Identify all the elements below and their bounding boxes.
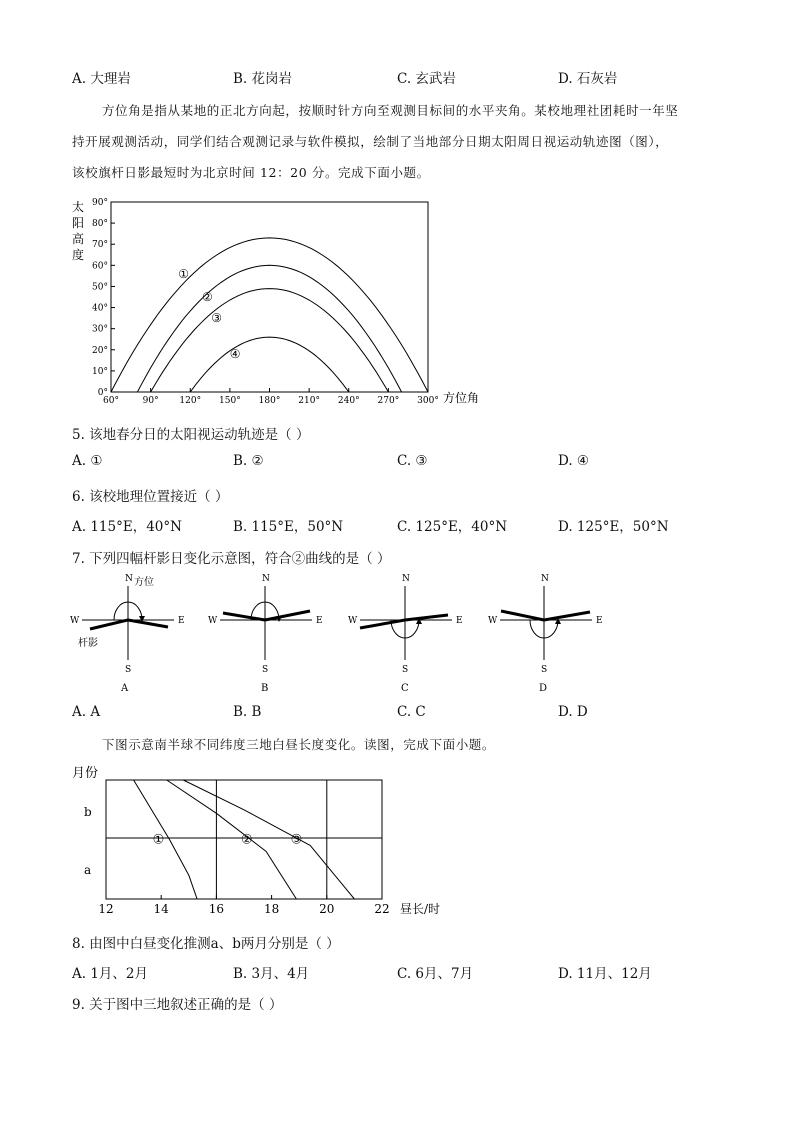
- ylabel-char-1: 太: [72, 200, 85, 214]
- month-b: b: [84, 805, 92, 819]
- svg-text:B: B: [261, 683, 269, 694]
- x-tick-label: 270°: [377, 396, 400, 406]
- day-length-curve-3: [183, 780, 354, 899]
- svg-text:N: N: [262, 574, 270, 584]
- q8-option-c: C. 6月、7月: [397, 966, 474, 982]
- x-tick-label: 12: [98, 902, 114, 916]
- day-length-chart: [60, 758, 480, 920]
- y-tick-label: 90°: [92, 198, 108, 208]
- sun-path-curve-4: [190, 337, 348, 392]
- y-tick-label: 0°: [97, 388, 108, 398]
- x-tick-label: 18: [263, 902, 280, 916]
- intro2: 下图示意南半球不同纬度三地白昼长度变化。读图，完成下面小题。: [102, 737, 496, 752]
- q7-stem: 7. 下列四幅杆影日变化示意图，符合②曲线的是（ ）: [72, 551, 391, 567]
- chart2-xlabel: 昼长/时: [400, 902, 441, 916]
- sun-path-curve-3: [151, 289, 389, 392]
- x-tick-label: 16: [208, 902, 225, 916]
- svg-text:A: A: [121, 683, 129, 694]
- svg-text:E: E: [596, 616, 603, 626]
- intro1-line3: 该校旗杆日影最短时为北京时间 12：20 分。完成下面小题。: [72, 165, 430, 180]
- shadow-diagrams: [60, 568, 620, 698]
- x-tick-label: 20: [319, 902, 335, 916]
- q6-option-d: D. 125°E，50°N: [558, 519, 669, 535]
- q6-option-b: B. 115°E，50°N: [233, 519, 344, 535]
- q8-stem: 8. 由图中白昼变化推测a、b两月分别是（ ）: [72, 936, 340, 952]
- svg-text:W: W: [348, 616, 358, 626]
- q4-option-b: B. 花岗岩: [233, 71, 293, 87]
- ylabel-char-3: 高: [72, 232, 85, 246]
- day-length-curve-2: [167, 780, 297, 899]
- y-tick-label: 30°: [92, 324, 108, 335]
- q4-option-a: A. 大理岩: [72, 71, 131, 87]
- q5-option-c: C. ③: [397, 453, 428, 469]
- svg-text:S: S: [402, 665, 409, 675]
- y-tick-label: 60°: [92, 261, 108, 272]
- q9-stem: 9. 关于图中三地叙述正确的是（ ）: [72, 997, 283, 1013]
- diagram-c: [348, 574, 463, 694]
- day-length-curve-1: [134, 780, 198, 899]
- curve-marker-2: ②: [202, 290, 213, 304]
- q5-option-b: B. ②: [233, 453, 264, 469]
- q5-option-d: D. ④: [558, 453, 590, 469]
- diagram-b: [208, 574, 323, 694]
- svg-text:N: N: [541, 574, 549, 584]
- x-tick-label: 150°: [219, 396, 241, 406]
- q6-option-c: C. 125°E，40°N: [397, 519, 508, 535]
- x-tick-label: 60°: [103, 396, 119, 406]
- label-direction: 方位: [134, 577, 154, 588]
- svg-text:W: W: [70, 616, 80, 626]
- x-tick-label: 180°: [258, 396, 281, 406]
- x-tick-label: 210°: [298, 396, 320, 406]
- svg-text:N: N: [402, 574, 410, 584]
- q6-option-a: A. 115°E，40°N: [72, 519, 182, 535]
- curve-marker-4: ④: [229, 347, 241, 361]
- ylabel-char-4: 度: [72, 248, 85, 262]
- q7-option-a: A. A: [72, 704, 101, 720]
- q7-option-b: B. B: [233, 704, 262, 720]
- svg-text:E: E: [456, 616, 463, 626]
- svg-text:S: S: [541, 665, 548, 675]
- q4-option-d: D. 石灰岩: [558, 71, 618, 87]
- q8-option-d: D. 11月、12月: [558, 966, 652, 982]
- x-tick-label: 300°: [417, 396, 439, 406]
- q7-option-d: D. D: [558, 704, 588, 720]
- month-a: a: [84, 863, 92, 877]
- y-tick-label: 10°: [92, 366, 108, 377]
- q5-stem: 5. 该地春分日的太阳视运动轨迹是（ ）: [72, 427, 310, 443]
- q8-option-b: B. 3月、4月: [233, 966, 310, 982]
- curve-marker-3: ③: [211, 311, 223, 326]
- intro1-line2: 持开展观测活动，同学们结合观测记录与软件模拟，绘制了当地部分日期太阳周日视运动轨迹图（图），: [72, 134, 669, 149]
- x-tick-label: 120°: [179, 396, 202, 406]
- y-tick-label: 50°: [92, 282, 108, 293]
- chart1-frame: [111, 202, 428, 392]
- diagram-a: [70, 574, 185, 694]
- chart2-ylabel: 月份: [72, 766, 99, 781]
- x-tick-label: 14: [153, 902, 169, 916]
- svg-text:E: E: [178, 616, 185, 626]
- svg-text:W: W: [208, 616, 218, 626]
- svg-text:C: C: [401, 683, 409, 694]
- ylabel-char-2: 阳: [72, 216, 85, 230]
- svg-text:S: S: [262, 665, 269, 675]
- q7-option-c: C. C: [397, 704, 426, 720]
- svg-text:S: S: [125, 665, 132, 675]
- curve-marker-2: ②: [240, 832, 253, 848]
- q5-option-a: A. ①: [72, 453, 103, 469]
- svg-text:D: D: [539, 683, 548, 694]
- intro1-line1: 方位角是指从某地的正北方向起，按顺时针方向至观测目标间的水平夹角。某校地理社团耗时一年坚: [102, 103, 679, 118]
- q4-option-c: C. 玄武岩: [397, 71, 456, 87]
- svg-text:E: E: [316, 616, 323, 626]
- q8-option-a: A. 1月、2月: [72, 966, 149, 982]
- svg-text:N: N: [125, 574, 133, 584]
- x-tick-label: 90°: [142, 396, 159, 406]
- label-shadow: 杆影: [78, 638, 98, 649]
- y-tick-label: 80°: [92, 219, 108, 230]
- curve-marker-1: ①: [152, 832, 165, 848]
- xlabel: 方位角: [443, 391, 480, 405]
- diagram-d: [488, 574, 603, 694]
- q6-stem: 6. 该校地理位置接近（ ）: [72, 489, 229, 505]
- sun-path-curve-1: [111, 238, 428, 392]
- y-tick-label: 40°: [92, 303, 108, 314]
- curve-marker-3: ③: [290, 832, 303, 848]
- sun-path-chart: [60, 192, 490, 408]
- svg-text:W: W: [488, 616, 498, 626]
- sun-path-curve-2: [137, 265, 401, 392]
- y-tick-label: 20°: [92, 345, 108, 356]
- curve-marker-1: ①: [178, 266, 190, 281]
- x-tick-label: 22: [374, 902, 390, 916]
- y-tick-label: 70°: [92, 240, 108, 251]
- x-tick-label: 240°: [337, 396, 360, 406]
